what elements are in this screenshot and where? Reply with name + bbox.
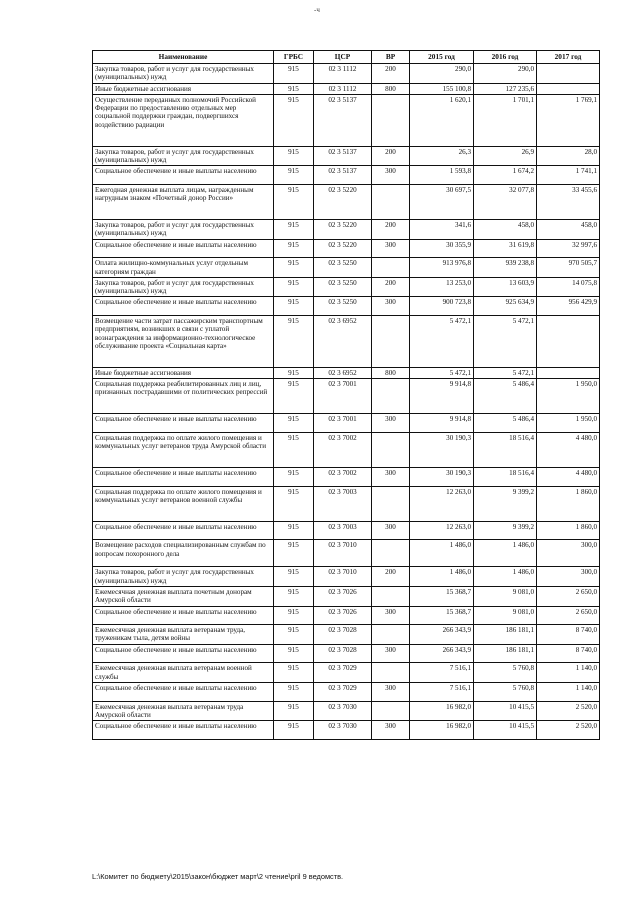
cell-2016: 925 634,9 — [474, 297, 537, 316]
cell-2017: 458,0 — [537, 220, 600, 240]
cell-2016: 9 399,2 — [474, 521, 537, 540]
cell-2015: 7 516,1 — [410, 682, 474, 701]
cell-2016: 186 181,1 — [474, 644, 537, 663]
cell-2016: 5 760,8 — [474, 682, 537, 701]
table-header-row — [93, 51, 600, 64]
cell-csr: 02 3 5220 — [314, 184, 372, 219]
cell-2017: 2 650,0 — [537, 606, 600, 625]
table-row — [93, 486, 600, 521]
cell-name: Иные бюджетные ассигнования — [93, 83, 274, 94]
cell-2017: 33 455,6 — [537, 184, 600, 219]
cell-csr: 02 3 7001 — [314, 414, 372, 433]
table-row — [93, 540, 600, 567]
cell-grbs: 915 — [274, 663, 314, 683]
table-body — [93, 64, 600, 740]
table-row — [93, 220, 600, 240]
cell-name: Социальное обеспечение и иные выплаты населению — [93, 644, 274, 663]
table-row — [93, 297, 600, 316]
cell-2015: 12 263,0 — [410, 486, 474, 521]
cell-csr: 02 3 7029 — [314, 682, 372, 701]
cell-grbs: 915 — [274, 64, 314, 84]
table-row — [93, 184, 600, 219]
cell-grbs: 915 — [274, 644, 314, 663]
cell-2015: 30 697,5 — [410, 184, 474, 219]
table-row — [93, 701, 600, 721]
cell-name: Возмещение части затрат пассажирским транспортным предприятиям, возникших в связи с уплатой вознаграждения за информационно-технологическое обслуживание проекта «Социальная карта» — [93, 316, 274, 368]
cell-2016: 9 081,0 — [474, 606, 537, 625]
cell-2015: 13 253,0 — [410, 277, 474, 297]
cell-grbs: 915 — [274, 468, 314, 487]
cell-2015: 290,0 — [410, 64, 474, 84]
cell-2017: 1 860,0 — [537, 486, 600, 521]
cell-vr — [372, 258, 410, 278]
cell-2017: 956 429,9 — [537, 297, 600, 316]
cell-name: Закупка товаров, работ и услуг для государственных (муниципальных) нужд — [93, 64, 274, 84]
cell-2016: 9 399,2 — [474, 486, 537, 521]
table-row — [93, 586, 600, 606]
cell-2016: 9 081,0 — [474, 586, 537, 606]
cell-2015: 12 263,0 — [410, 521, 474, 540]
cell-2017: 1 950,0 — [537, 379, 600, 414]
cell-grbs: 915 — [274, 432, 314, 467]
cell-csr: 02 3 5250 — [314, 277, 372, 297]
cell-vr: 200 — [372, 567, 410, 587]
cell-2015: 16 982,0 — [410, 721, 474, 740]
cell-name: Социальное обеспечение и иные выплаты населению — [93, 166, 274, 185]
cell-vr — [372, 316, 410, 368]
cell-csr: 02 3 7026 — [314, 606, 372, 625]
cell-2017: 1 140,0 — [537, 682, 600, 701]
cell-vr: 200 — [372, 220, 410, 240]
cell-name: Осуществление переданных полномочий Российской Федерации по предоставлению отдельных мер социальной поддержки граждан, подвергшихся воздействию радиации — [93, 94, 274, 146]
cell-2016: 10 415,5 — [474, 701, 537, 721]
cell-vr: 800 — [372, 367, 410, 378]
cell-2016: 5 486,4 — [474, 414, 537, 433]
cell-2015: 30 190,3 — [410, 432, 474, 467]
cell-2016: 5 486,4 — [474, 379, 537, 414]
cell-2015: 9 914,8 — [410, 379, 474, 414]
cell-2017: 1 140,0 — [537, 663, 600, 683]
cell-2016: 458,0 — [474, 220, 537, 240]
cell-csr: 02 3 5137 — [314, 146, 372, 166]
cell-2016: 10 415,5 — [474, 721, 537, 740]
cell-grbs: 915 — [274, 682, 314, 701]
cell-grbs: 915 — [274, 297, 314, 316]
cell-2016: 18 516,4 — [474, 432, 537, 467]
cell-vr: 200 — [372, 146, 410, 166]
cell-2017 — [537, 64, 600, 84]
cell-vr — [372, 540, 410, 567]
cell-2015: 15 368,7 — [410, 586, 474, 606]
cell-grbs: 915 — [274, 540, 314, 567]
cell-csr: 02 3 6952 — [314, 316, 372, 368]
cell-2017: 2 520,0 — [537, 721, 600, 740]
cell-2015: 913 976,8 — [410, 258, 474, 278]
cell-name: Закупка товаров, работ и услуг для государственных (муниципальных) нужд — [93, 567, 274, 587]
cell-csr: 02 3 7029 — [314, 663, 372, 683]
cell-2016: 186 181,1 — [474, 625, 537, 645]
cell-name: Социальное обеспечение и иные выплаты населению — [93, 239, 274, 258]
table-row — [93, 379, 600, 414]
cell-csr: 02 3 7030 — [314, 701, 372, 721]
header-2016: 2016 год — [474, 51, 537, 64]
cell-2015: 16 982,0 — [410, 701, 474, 721]
cell-csr: 02 3 5250 — [314, 258, 372, 278]
cell-2017 — [537, 83, 600, 94]
cell-name: Закупка товаров, работ и услуг для государственных (муниципальных) нужд — [93, 146, 274, 166]
cell-2017: 1 741,1 — [537, 166, 600, 185]
cell-2017 — [537, 367, 600, 378]
table-row — [93, 94, 600, 146]
cell-name: Ежемесячная денежная выплата ветеранам труда, труженикам тыла, детям войны — [93, 625, 274, 645]
cell-2016: 31 619,8 — [474, 239, 537, 258]
cell-vr — [372, 663, 410, 683]
cell-2015: 900 723,8 — [410, 297, 474, 316]
table-row — [93, 567, 600, 587]
cell-csr: 02 3 5137 — [314, 166, 372, 185]
cell-name: Социальное обеспечение и иные выплаты населению — [93, 468, 274, 487]
cell-2016: 127 235,6 — [474, 83, 537, 94]
cell-grbs: 915 — [274, 146, 314, 166]
cell-vr: 300 — [372, 606, 410, 625]
cell-name: Иные бюджетные ассигнования — [93, 367, 274, 378]
cell-2015: 9 914,8 — [410, 414, 474, 433]
cell-grbs: 915 — [274, 625, 314, 645]
cell-csr: 02 3 7010 — [314, 540, 372, 567]
cell-csr: 02 3 7026 — [314, 586, 372, 606]
cell-name: Социальное обеспечение и иные выплаты населению — [93, 414, 274, 433]
cell-2015: 1 593,8 — [410, 166, 474, 185]
cell-grbs: 915 — [274, 367, 314, 378]
cell-vr — [372, 432, 410, 467]
cell-name: Ежемесячная денежная выплата ветеранам военной службы — [93, 663, 274, 683]
cell-name: Социальное обеспечение и иные выплаты населению — [93, 606, 274, 625]
cell-2016: 18 516,4 — [474, 468, 537, 487]
cell-2015: 5 472,1 — [410, 367, 474, 378]
table-row — [93, 521, 600, 540]
cell-csr: 02 3 7001 — [314, 379, 372, 414]
cell-vr: 300 — [372, 682, 410, 701]
cell-2017: 2 650,0 — [537, 586, 600, 606]
cell-name: Закупка товаров, работ и услуг для государственных (муниципальных) нужд — [93, 220, 274, 240]
table-row — [93, 316, 600, 368]
cell-vr: 300 — [372, 644, 410, 663]
cell-2016: 26,9 — [474, 146, 537, 166]
cell-2016: 1 701,1 — [474, 94, 537, 146]
cell-2016: 1 674,2 — [474, 166, 537, 185]
cell-2016: 290,0 — [474, 64, 537, 84]
table-row — [93, 644, 600, 663]
table-row — [93, 663, 600, 683]
cell-grbs: 915 — [274, 239, 314, 258]
cell-grbs: 915 — [274, 567, 314, 587]
cell-2017: 970 505,7 — [537, 258, 600, 278]
cell-csr: 02 3 5220 — [314, 220, 372, 240]
table-row — [93, 432, 600, 467]
cell-2015: 266 343,9 — [410, 625, 474, 645]
cell-grbs: 915 — [274, 414, 314, 433]
table-row — [93, 682, 600, 701]
cell-2017: 1 950,0 — [537, 414, 600, 433]
cell-name: Закупка товаров, работ и услуг для государственных (муниципальных) нужд — [93, 277, 274, 297]
table-row — [93, 146, 600, 166]
cell-2015: 26,3 — [410, 146, 474, 166]
cell-csr: 02 3 7003 — [314, 486, 372, 521]
cell-2016: 13 603,9 — [474, 277, 537, 297]
cell-vr — [372, 94, 410, 146]
cell-2017: 1 769,1 — [537, 94, 600, 146]
cell-grbs: 915 — [274, 94, 314, 146]
cell-vr: 300 — [372, 297, 410, 316]
cell-2015: 30 190,3 — [410, 468, 474, 487]
cell-csr: 02 3 7003 — [314, 521, 372, 540]
cell-2016: 5 472,1 — [474, 316, 537, 368]
cell-2015: 5 472,1 — [410, 316, 474, 368]
cell-2017: 8 740,0 — [537, 625, 600, 645]
cell-csr: 02 3 5220 — [314, 239, 372, 258]
cell-2017: 14 075,8 — [537, 277, 600, 297]
cell-grbs: 915 — [274, 166, 314, 185]
cell-2017: 28,0 — [537, 146, 600, 166]
cell-vr: 800 — [372, 83, 410, 94]
cell-vr: 200 — [372, 64, 410, 84]
table-row — [93, 468, 600, 487]
cell-csr: 02 3 1112 — [314, 64, 372, 84]
budget-table — [92, 50, 600, 740]
cell-name: Социальное обеспечение и иные выплаты населению — [93, 521, 274, 540]
cell-csr: 02 3 7028 — [314, 644, 372, 663]
table-row — [93, 277, 600, 297]
cell-vr: 300 — [372, 521, 410, 540]
table-row — [93, 239, 600, 258]
cell-name: Социальная поддержка по оплате жилого помещения и коммунальных услуг ветеранов военной службы — [93, 486, 274, 521]
cell-name: Ежемесячная денежная выплата почетным донорам Амурской области — [93, 586, 274, 606]
cell-2017 — [537, 316, 600, 368]
cell-grbs: 915 — [274, 521, 314, 540]
table-row — [93, 721, 600, 740]
cell-grbs: 915 — [274, 184, 314, 219]
cell-name: Ежемесячная денежная выплата ветеранам труда Амурской области — [93, 701, 274, 721]
cell-vr: 300 — [372, 239, 410, 258]
cell-csr: 02 3 5250 — [314, 297, 372, 316]
table-row — [93, 83, 600, 94]
cell-2015: 341,6 — [410, 220, 474, 240]
cell-2015: 30 355,9 — [410, 239, 474, 258]
cell-2016: 939 238,8 — [474, 258, 537, 278]
header-2015: 2015 год — [410, 51, 474, 64]
cell-name: Социальная поддержка реабилитированных лиц и лиц, признанных пострадавшими от политических репрессий — [93, 379, 274, 414]
cell-csr: 02 3 7002 — [314, 468, 372, 487]
cell-name: Возмещение расходов специализированным службам по вопросам похоронного дела — [93, 540, 274, 567]
cell-csr: 02 3 7002 — [314, 432, 372, 467]
cell-grbs: 915 — [274, 586, 314, 606]
table-row — [93, 258, 600, 278]
cell-2015: 266 343,9 — [410, 644, 474, 663]
cell-vr — [372, 184, 410, 219]
cell-2015: 1 486,0 — [410, 540, 474, 567]
header-grbs: ГРБС — [274, 51, 314, 64]
cell-2015: 15 368,7 — [410, 606, 474, 625]
cell-vr — [372, 486, 410, 521]
cell-vr — [372, 625, 410, 645]
cell-2017: 4 480,0 — [537, 432, 600, 467]
cell-grbs: 915 — [274, 701, 314, 721]
cell-name: Социальное обеспечение и иные выплаты населению — [93, 721, 274, 740]
cell-grbs: 915 — [274, 220, 314, 240]
table-row — [93, 64, 600, 84]
cell-2016: 5 472,1 — [474, 367, 537, 378]
cell-csr: 02 3 1112 — [314, 83, 372, 94]
cell-csr: 02 3 7028 — [314, 625, 372, 645]
cell-2016: 5 760,8 — [474, 663, 537, 683]
table-row — [93, 166, 600, 185]
cell-name: Ежегодная денежная выплата лицам, награжденным нагрудным знаком «Почетный донор России» — [93, 184, 274, 219]
cell-2017: 2 520,0 — [537, 701, 600, 721]
cell-grbs: 915 — [274, 721, 314, 740]
cell-name: Социальная поддержка по оплате жилого помещения и коммунальных услуг ветеранов труда Амурской области — [93, 432, 274, 467]
cell-grbs: 915 — [274, 83, 314, 94]
cell-vr: 300 — [372, 721, 410, 740]
cell-name: Социальное обеспечение и иные выплаты населению — [93, 682, 274, 701]
table-row — [93, 367, 600, 378]
cell-vr: 300 — [372, 166, 410, 185]
table-row — [93, 606, 600, 625]
table-row — [93, 625, 600, 645]
cell-grbs: 915 — [274, 277, 314, 297]
cell-vr: 300 — [372, 414, 410, 433]
cell-name: Социальное обеспечение и иные выплаты населению — [93, 297, 274, 316]
cell-2016: 32 077,8 — [474, 184, 537, 219]
cell-csr: 02 3 6952 — [314, 367, 372, 378]
cell-2017: 8 740,0 — [537, 644, 600, 663]
cell-2017: 32 997,6 — [537, 239, 600, 258]
cell-grbs: 915 — [274, 486, 314, 521]
cell-vr: 300 — [372, 468, 410, 487]
cell-csr: 02 3 7030 — [314, 721, 372, 740]
cell-2015: 7 516,1 — [410, 663, 474, 683]
cell-2017: 1 860,0 — [537, 521, 600, 540]
cell-grbs: 915 — [274, 316, 314, 368]
cell-csr: 02 3 5137 — [314, 94, 372, 146]
cell-grbs: 915 — [274, 258, 314, 278]
header-2017: 2017 год — [537, 51, 600, 64]
cell-grbs: 915 — [274, 379, 314, 414]
footer-file-path: L:\Комитет по бюджету\2015\закон\бюджет март\2 чтение\pril 9 ведомств. — [92, 872, 344, 881]
cell-2016: 1 486,0 — [474, 567, 537, 587]
cell-2017: 300,0 — [537, 540, 600, 567]
cell-vr — [372, 379, 410, 414]
page-mark: -ч — [314, 6, 320, 14]
cell-2017: 300,0 — [537, 567, 600, 587]
cell-vr: 200 — [372, 277, 410, 297]
cell-2017: 4 480,0 — [537, 468, 600, 487]
cell-vr — [372, 586, 410, 606]
cell-2015: 155 100,8 — [410, 83, 474, 94]
cell-grbs: 915 — [274, 606, 314, 625]
header-vr: ВР — [372, 51, 410, 64]
header-csr: ЦСР — [314, 51, 372, 64]
cell-2016: 1 486,0 — [474, 540, 537, 567]
cell-2015: 1 620,1 — [410, 94, 474, 146]
table-row — [93, 414, 600, 433]
cell-name: Оплата жилищно-коммунальных услуг отдельным категориям граждан — [93, 258, 274, 278]
cell-csr: 02 3 7010 — [314, 567, 372, 587]
cell-vr — [372, 701, 410, 721]
header-name: Наименование — [93, 51, 274, 64]
cell-2015: 1 486,0 — [410, 567, 474, 587]
